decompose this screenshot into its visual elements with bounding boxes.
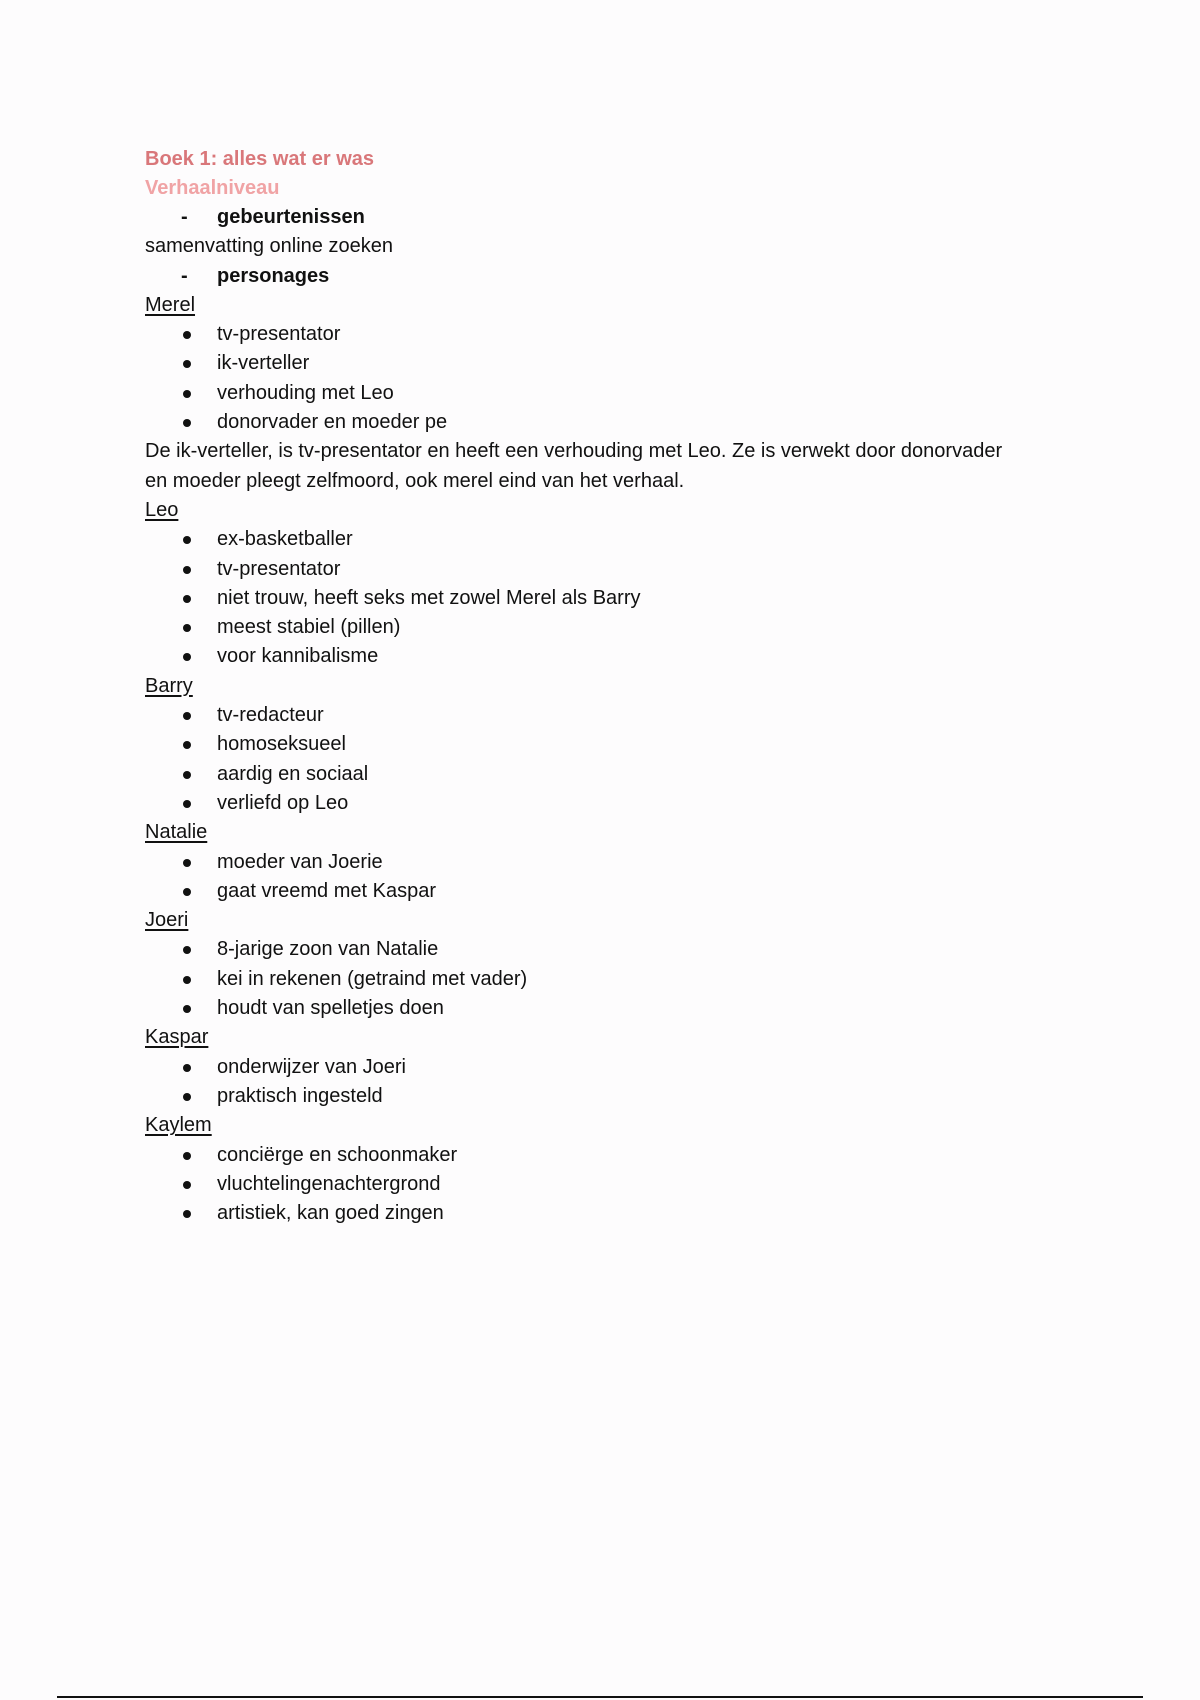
- list-item-text: vluchtelingenachtergrond: [217, 1172, 441, 1195]
- list-item: [145, 789, 1045, 818]
- trait-list-barry: [145, 701, 1045, 818]
- merel-paragraph: De ik-verteller, is tv-presentator en heeft een verhouding met Leo. Ze is verwekt door donorvader en moeder pleegt zelfmoord, ook merel eind van het verhaal.: [145, 440, 1003, 492]
- bullet-icon: [183, 1152, 191, 1160]
- trait-list-natalie: [145, 848, 1045, 907]
- list-item: [145, 642, 1045, 671]
- list-item-text: praktisch ingesteld: [217, 1084, 383, 1107]
- list-item-text: moeder van Joerie: [217, 850, 383, 873]
- document-title: Boek 1: alles wat er was: [145, 148, 375, 170]
- list-item: [145, 1082, 1045, 1111]
- bullet-icon: [183, 1005, 191, 1013]
- bullet-icon: [183, 859, 191, 867]
- list-item: [145, 1170, 1045, 1199]
- list-item-text: ex-basketballer: [217, 528, 353, 551]
- list-item-text: tv-presentator: [217, 557, 341, 580]
- dash-item-label: personages: [217, 264, 330, 287]
- list-item: [145, 877, 1045, 906]
- bullet-icon: [183, 1181, 191, 1189]
- bullet-icon: [183, 653, 191, 661]
- bullet-icon: [183, 566, 191, 574]
- bullet-icon: [183, 1064, 191, 1072]
- bullet-icon: [183, 536, 191, 544]
- list-item: [145, 935, 1045, 964]
- list-item: [145, 701, 1045, 730]
- list-item-text: tv-redacteur: [217, 704, 324, 727]
- list-item-text: verliefd op Leo: [217, 791, 349, 814]
- list-item-text: meest stabiel (pillen): [217, 616, 401, 639]
- bullet-icon: [183, 771, 191, 779]
- bullet-icon: [183, 390, 191, 398]
- list-item-text: tv-presentator: [217, 323, 341, 346]
- bullet-icon: [183, 976, 191, 984]
- trait-list-leo: [145, 525, 1045, 671]
- section-heading: Verhaalniveau: [145, 177, 280, 199]
- document-page: [145, 145, 1045, 1228]
- footer-divider: [57, 1696, 1143, 1698]
- list-item-text: voor kannibalisme: [217, 645, 379, 668]
- list-item: [145, 994, 1045, 1023]
- list-item-text: niet trouw, heeft seks met zowel Merel als Barry: [217, 586, 641, 609]
- list-item: [145, 379, 1045, 408]
- list-item: [145, 349, 1045, 378]
- list-item: [145, 965, 1045, 994]
- character-name-leo: Leo: [145, 498, 179, 521]
- list-item: [145, 760, 1045, 789]
- character-name-joeri: Joeri: [145, 909, 189, 932]
- character-name-merel: Merel: [145, 293, 196, 316]
- bullet-icon: [183, 741, 191, 749]
- list-item-text: houdt van spelletjes doen: [217, 997, 444, 1020]
- list-item: [145, 730, 1045, 759]
- list-item: [145, 613, 1045, 642]
- bullet-icon: [183, 800, 191, 808]
- gebeurtenissen-text: samenvatting online zoeken: [145, 235, 393, 258]
- bullet-icon: [183, 360, 191, 368]
- list-item-text: gaat vreemd met Kaspar: [217, 879, 436, 902]
- list-item: [145, 320, 1045, 349]
- dash-marker: -: [181, 206, 188, 228]
- character-name-barry: Barry: [145, 674, 193, 697]
- bullet-icon: [183, 946, 191, 954]
- trait-list-joeri: [145, 935, 1045, 1023]
- dash-item-personages: [145, 262, 1045, 291]
- bullet-icon: [183, 331, 191, 339]
- bullet-icon: [183, 624, 191, 632]
- list-item-text: 8-jarige zoon van Natalie: [217, 938, 439, 961]
- bullet-icon: [183, 595, 191, 603]
- list-item: [145, 408, 1045, 437]
- bullet-icon: [183, 712, 191, 720]
- character-name-natalie: Natalie: [145, 821, 208, 844]
- bullet-icon: [183, 419, 191, 427]
- character-name-kaylem: Kaylem: [145, 1114, 212, 1137]
- list-item: [145, 525, 1045, 554]
- list-item: [145, 584, 1045, 613]
- dash-marker: -: [181, 264, 188, 287]
- list-item-text: aardig en sociaal: [217, 762, 369, 785]
- trait-list-kaylem: [145, 1141, 1045, 1229]
- list-item-text: artistiek, kan goed zingen: [217, 1202, 444, 1225]
- trait-list-merel: [145, 320, 1045, 437]
- list-item-text: donorvader en moeder pe: [217, 411, 448, 434]
- list-item-text: onderwijzer van Joeri: [217, 1055, 406, 1078]
- list-item: [145, 848, 1045, 877]
- bullet-icon: [183, 1210, 191, 1218]
- list-item-text: homoseksueel: [217, 733, 346, 756]
- list-item: [145, 1141, 1045, 1170]
- dash-item-gebeurtenissen: [145, 203, 1045, 232]
- bullet-icon: [183, 1093, 191, 1101]
- list-item: [145, 1053, 1045, 1082]
- dash-item-label: gebeurtenissen: [217, 206, 365, 228]
- list-item-text: conciërge en schoonmaker: [217, 1143, 458, 1166]
- list-item-text: ik-verteller: [217, 352, 310, 375]
- list-item-text: kei in rekenen (getraind met vader): [217, 967, 528, 990]
- trait-list-kaspar: [145, 1053, 1045, 1112]
- bullet-icon: [183, 888, 191, 896]
- list-item: [145, 555, 1045, 584]
- character-name-kaspar: Kaspar: [145, 1026, 209, 1049]
- list-item: [145, 1199, 1045, 1228]
- list-item-text: verhouding met Leo: [217, 381, 394, 404]
